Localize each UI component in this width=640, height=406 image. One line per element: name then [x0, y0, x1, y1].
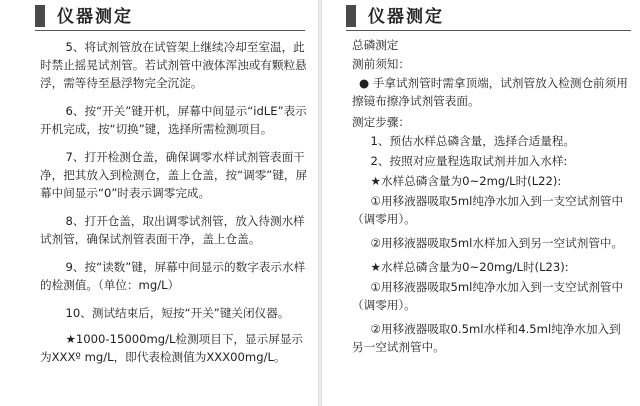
range-l23-heading: ★水样总磷含量为0~20mg/L时(L23):	[370, 260, 569, 274]
left-page-content	[40, 38, 308, 376]
step-1: 1、预估水样总磷含量，选择合适量程。	[370, 134, 576, 148]
pre-notice-text: ● 手拿试剂管时需拿顶端，试剂管放入检测仓前须用擦镜布擦净试剂管表面。	[352, 76, 628, 108]
right-page-header	[346, 4, 631, 31]
range-l23-step-2: ②用移液器吸取0.5ml水样和4.5ml纯净水加入到另一空试剂管中。	[352, 322, 621, 354]
right-page-title: 仪器测定	[368, 7, 444, 27]
step-10-paragraph: 10、测试结束后，短按“开关”键关闭仪器。	[65, 306, 290, 320]
step-5-paragraph: 5、将试剂管放在试管架上继续冷却至室温，此时禁止摇晃试剂管。若试剂管中液体浑浊或有颗粒悬浮，需等待至悬浮物完全沉淀。	[40, 40, 307, 90]
range-l22-heading: ★水样总磷含量为0~2mg/L时(L22):	[370, 174, 562, 188]
left-page	[0, 0, 318, 406]
pre-notice-title: 测前须知：	[352, 57, 410, 71]
step-9-paragraph: 9、按“读数”键，屏幕中间显示的数字表示水样的检测值。（单位：mg/L）	[40, 260, 306, 292]
range-l22-step-2: ②用移液器吸取5ml水样加入到另一空试剂管中。	[370, 236, 624, 250]
note-paragraph: ★1000-15000mg/L检测项目下，显示屏显示为XXXº mg/L，即代表检测值为XXX00mg/L。	[40, 332, 304, 364]
step-6-paragraph: 6、按“开关”键开机，屏幕中间显示“idLE”表示开机完成，按“切换”键，选择所需检测项目。	[40, 104, 307, 136]
range-l22-step-1: ①用移液器吸取5ml纯净水加入到一支空试剂管中（调零用）。	[352, 194, 624, 226]
header-marker	[35, 5, 45, 27]
step-7-paragraph: 7、打开检测仓盖，确保调零水样试剂管表面干净，把其放入到检测仓，盖上仓盖，按“调零”键，屏幕中间显示“0”时表示调零完成。	[40, 150, 308, 200]
header-marker	[346, 5, 356, 27]
right-page-content	[352, 36, 632, 362]
left-page-header	[35, 4, 305, 31]
range-l23-step-1: ①用移液器吸取5ml纯净水加入到一支空试剂管中（调零用）。	[352, 280, 624, 312]
step-8-paragraph: 8、打开仓盖，取出调零试剂管，放入待测水样试剂管，确保试剂管表面干净，盖上仓盖。	[40, 214, 305, 246]
steps-title: 测定步骤：	[352, 115, 410, 129]
section-title: 总磷测定	[352, 38, 399, 52]
left-page-title: 仪器测定	[57, 7, 133, 27]
step-2: 2、按照对应量程选取试剂并加入水样:	[370, 154, 568, 168]
right-page	[322, 0, 640, 406]
